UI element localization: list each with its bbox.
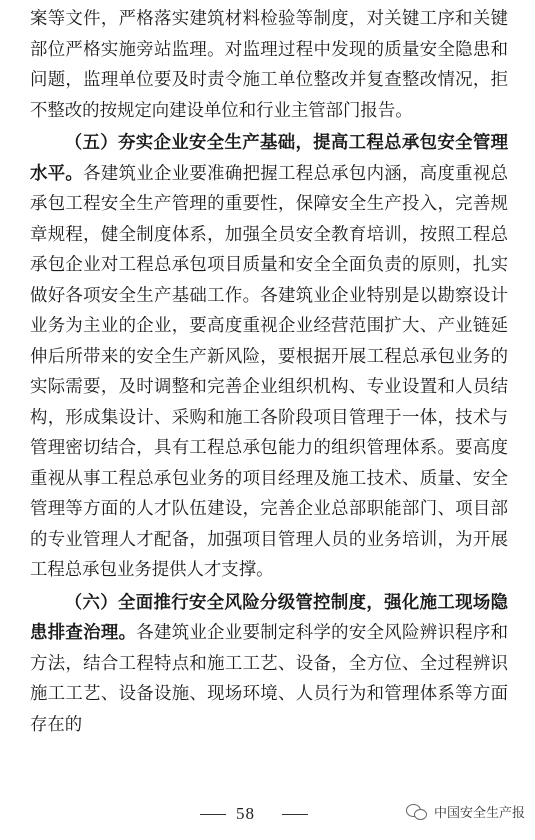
source-watermark bbox=[406, 802, 525, 821]
section-heading-5: （五）夯实企业安全生产基础，提高工程总承包安全管理水平。 bbox=[30, 133, 508, 184]
page-footer bbox=[0, 798, 535, 838]
paragraph-1 bbox=[30, 4, 508, 126]
paragraph-3-text: 各建筑业企业要制定科学的安全风险辨识程序和方法，结合工程特点和施工工艺、设备，全方位、全过程辨识施工工艺、设备设施、现场环境、人员行为和管理体系等方面存在的 bbox=[30, 623, 508, 735]
paragraph-2 bbox=[30, 128, 508, 586]
paragraph-3 bbox=[30, 588, 508, 741]
page-number: 58 bbox=[236, 804, 255, 823]
section-heading-6: （六）全面推行安全风险分级管控制度，强化施工现场隐患排查治理。 bbox=[30, 592, 508, 643]
page-number-dash-right bbox=[282, 814, 308, 815]
paragraph-1-text: 案等文件，严格落实建筑材料检验等制度，对关键工序和关键部位严格实施旁站监理。对监理过程中发现的质量安全隐患和问题，监理单位要及时责令施工单位整改并复查整改情况，拒不整改的按规定向建设单位和行业主管部门报告。 bbox=[30, 9, 508, 121]
paragraph-2-text: 各建筑业企业要准确把握工程总承包内涵，高度重视总承包工程安全生产管理的重要性，保障安全生产投入，完善规章规程，健全制度体系，加强全员安全教育培训，按照工程总承包企业对工程总承包项目质量和安全全面负责的原则，扎实做好各项安全生产基础工作。各建筑业企业特别是以勘察设计业务为主业的企业，要高度重视企业经营范围扩大、产业链延伸后所带来的安全生产新风险，要根据开展工程总承包业务的实际需要，及时调整和完善企业组织机构、专业设置和人员结构，形成集设计、采购和施工各阶段项目管理于一体，技术与管理密切结合，具有工程总承包能力的组织管理体系。要高度重视从事工程总承包业务的项目经理及施工技术、质量、安全管理等方面的人才队伍建设，完善企业总部职能部门、项目部的专业管理人才配备，加强项目管理人员的业务培训，为开展工程总承包业务提供人才支撑。 bbox=[30, 163, 508, 580]
document-page bbox=[30, 4, 508, 740]
wechat-icon bbox=[406, 803, 428, 821]
watermark-text: 中国安全生产报 bbox=[433, 806, 525, 821]
page-number-dash-left bbox=[200, 814, 226, 815]
